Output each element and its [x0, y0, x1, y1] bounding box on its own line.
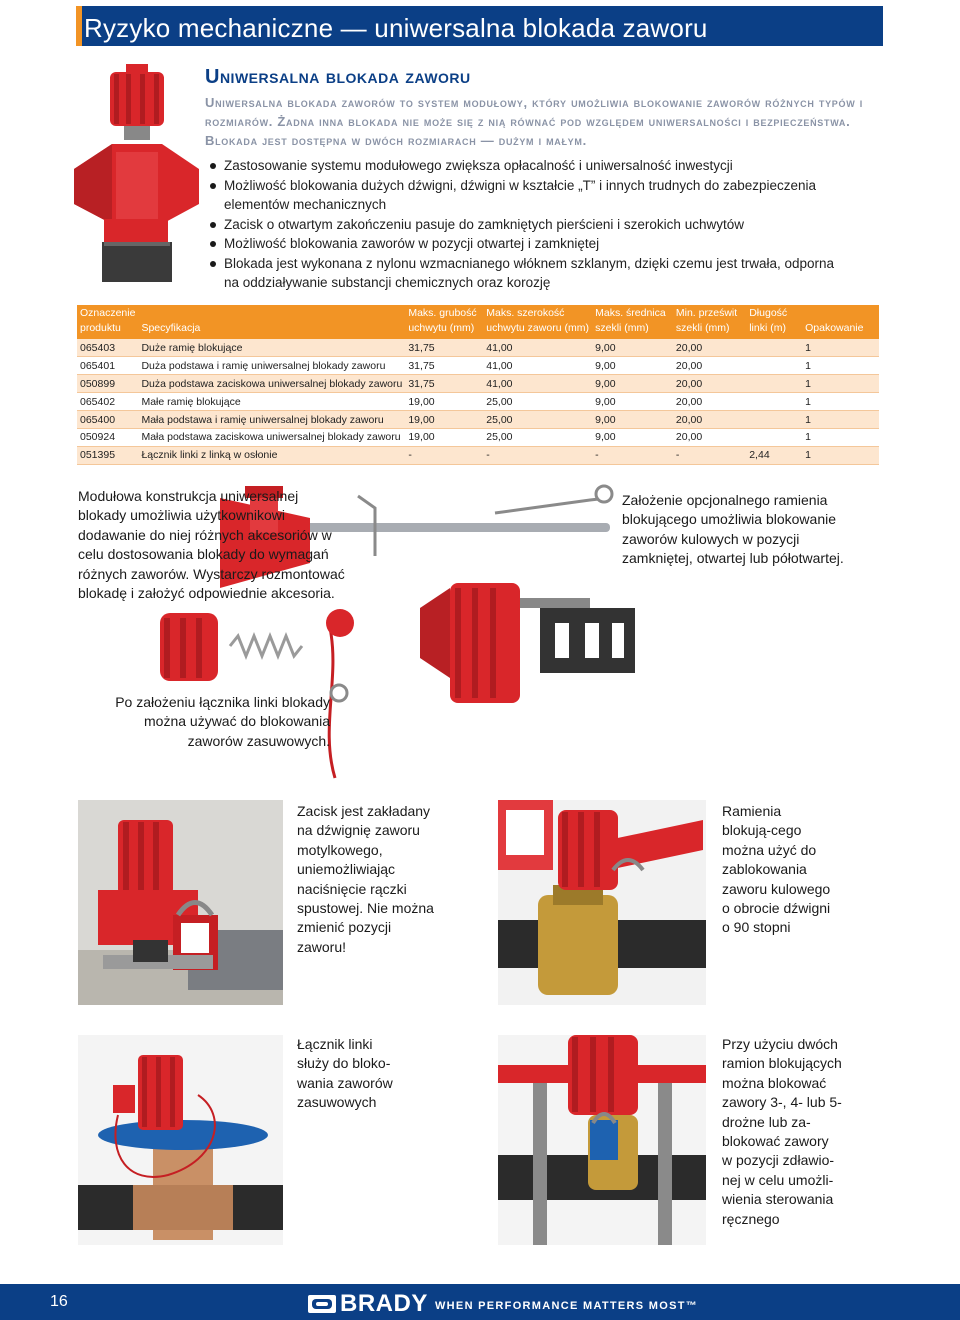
cell-thickness: 19,00 [405, 393, 483, 411]
table-row [77, 428, 879, 446]
col-header-cable-length: Długość linki (m) [746, 305, 802, 339]
brand-tagline: WHEN PERFORMANCE MATTERS MOST™ [435, 1300, 699, 1312]
table-row [77, 375, 879, 393]
cell-code: 065403 [77, 339, 138, 357]
cell-spec: Mała podstawa zaciskowa uniwersalnej blokady zaworu [138, 428, 405, 446]
footer [0, 1284, 960, 1320]
cell-cable-length: 2,44 [746, 446, 802, 464]
cell-spec: Duża podstawa zaciskowa uniwersalnej blokady zaworu [138, 375, 405, 393]
cell-package: 1 [802, 428, 879, 446]
product-heading: Uniwersalna blokada zaworu [205, 66, 471, 88]
table-row [77, 357, 879, 375]
col-header-code: Oznaczenie produktu [77, 305, 138, 339]
title-accent [76, 6, 82, 46]
cell-width: 41,00 [483, 339, 592, 357]
cell-spec: Mała podstawa i ramię uniwersalnej blokady zaworu [138, 411, 405, 429]
cell-shackle-diameter: 9,00 [592, 339, 673, 357]
cell-shackle-diameter: 9,00 [592, 375, 673, 393]
cell-width: 25,00 [483, 411, 592, 429]
pointer-left [327, 681, 351, 705]
cell-width: 25,00 [483, 428, 592, 446]
cell-width: - [483, 446, 592, 464]
cell-shackle-clearance: 20,00 [673, 375, 746, 393]
caption-two-arms: Przy użyciu dwóch ramion blokujących można blokować zawory 3-, 4- lub 5-drożne lub za-blokować zawory w pozycji zdławio-nej w celu umożli-wienia sterowania ręcznego [722, 1036, 842, 1227]
table-row [77, 393, 879, 411]
cell-width: 41,00 [483, 375, 592, 393]
cell-shackle-clearance: 20,00 [673, 357, 746, 375]
gate-valve-photo [78, 1035, 283, 1245]
col-header-width: Maks. szerokość uchwytu zaworu (mm) [483, 305, 592, 339]
feature-item: Blokada jest wykonana z nylonu wzmacnianego włóknem szklanym, dzięki czemu jest trwała, odporna na oddziaływanie substancji chemicznych oraz korozję [209, 254, 849, 293]
cell-cable-length [746, 339, 802, 357]
cell-package: 1 [802, 375, 879, 393]
cell-thickness: 31,75 [405, 375, 483, 393]
spec-table [77, 305, 879, 465]
cell-package: 1 [802, 393, 879, 411]
cell-spec: Duże ramię blokujące [138, 339, 405, 357]
cell-spec: Małe ramię blokujące [138, 393, 405, 411]
table-row [77, 411, 879, 429]
cell-spec: Duża podstawa i ramię uniwersalnej blokady zaworu [138, 357, 405, 375]
cell-shackle-diameter: 9,00 [592, 428, 673, 446]
feature-list [209, 156, 849, 293]
cell-spec: Łącznik linki z linką w osłonie [138, 446, 405, 464]
ball-valve-photo [498, 800, 706, 1005]
page-number: 16 [50, 1293, 68, 1310]
cell-package: 1 [802, 339, 879, 357]
caption-link: Łącznik linki służy do bloko-wania zaworów zasuwowych [297, 1036, 393, 1111]
butterfly-valve-photo [78, 800, 283, 1005]
product-subtitle: Uniwersalna blokada zaworów to system modułowy, który umożliwia blokowanie zaworów różnych typów i rozmiarów. Żadna inna blokada nie może się z nią równać pod względem uniwersalności i bezpieczeństwa. Blokada jest dostępna w dwóch rozmiarach — dużym i małym. [205, 95, 863, 148]
cell-code: 050924 [77, 428, 138, 446]
feature-item: Zastosowanie systemu modułowego zwiększa opłacalność i uniwersalność inwestycji [209, 156, 849, 176]
cell-thickness: 31,75 [405, 339, 483, 357]
cell-thickness: 19,00 [405, 428, 483, 446]
cell-code: 051395 [77, 446, 138, 464]
cell-shackle-clearance: 20,00 [673, 411, 746, 429]
caption-cable: Po założeniu łącznika linki blokady można używać do blokowania zaworów zasuwowych. [115, 694, 330, 749]
pointer-right [592, 482, 616, 506]
cell-shackle-diameter: 9,00 [592, 357, 673, 375]
page-title: Ryzyko mechaniczne — uniwersalna blokada zaworu [84, 13, 708, 43]
feature-item: Zacisk o otwartym zakończeniu pasuje do zamkniętych pierścieni i szerokich uchwytów [209, 215, 849, 235]
col-header-shackle-diameter: Maks. średnica szekli (mm) [592, 305, 673, 339]
cell-code: 050899 [77, 375, 138, 393]
feature-item: Możliwość blokowania zaworów w pozycji otwartej i zamkniętej [209, 234, 849, 254]
col-header-spec: Specyfikacja [138, 305, 405, 339]
col-header-package: Opakowanie [802, 305, 879, 339]
cell-shackle-clearance: 20,00 [673, 339, 746, 357]
cell-code: 065400 [77, 411, 138, 429]
brand-name: BRADY [340, 1290, 428, 1317]
cell-width: 25,00 [483, 393, 592, 411]
cell-cable-length [746, 428, 802, 446]
cell-shackle-clearance: - [673, 446, 746, 464]
col-header-shackle-clearance: Min. prześwit szekli (mm) [673, 305, 746, 339]
title-bar [76, 6, 883, 46]
cell-shackle-clearance: 20,00 [673, 393, 746, 411]
cell-package: 1 [802, 446, 879, 464]
cell-thickness: - [405, 446, 483, 464]
cell-cable-length [746, 357, 802, 375]
table-header-row [77, 305, 879, 339]
cell-cable-length [746, 375, 802, 393]
brady-logo-icon [308, 1295, 336, 1313]
feature-item: Możliwość blokowania dużych dźwigni, dźwigni w kształcie „T” i innych trudnych do zabezpieczenia elementów mechanicznych [209, 176, 849, 215]
cell-shackle-diameter: 9,00 [592, 411, 673, 429]
cell-code: 065401 [77, 357, 138, 375]
cell-code: 065402 [77, 393, 138, 411]
col-header-thickness: Maks. grubość uchwytu (mm) [405, 305, 483, 339]
caption-ball: Ramienia blokują-cego można użyć do zablokowania zaworu kulowego o obrocie dźwigni o 90 stopni [722, 803, 831, 936]
cell-package: 1 [802, 411, 879, 429]
table-row [77, 339, 879, 357]
cell-thickness: 31,75 [405, 357, 483, 375]
cell-package: 1 [802, 357, 879, 375]
cell-width: 41,00 [483, 357, 592, 375]
cell-shackle-clearance: 20,00 [673, 428, 746, 446]
caption-clamp: Zacisk jest zakładany na dźwignię zaworu motylkowego, uniemożliwiając naciśnięcie rączki spustowej. Nie można zmienić pozycji zaworu! [297, 803, 434, 955]
table-row [77, 446, 879, 464]
caption-arm: Założenie opcjonalnego ramienia blokującego umożliwia blokowanie zaworów kulowych w pozycji zamkniętej, otwartej lub półotwartej. [622, 492, 844, 567]
cell-cable-length [746, 393, 802, 411]
valve-lockout-image [74, 64, 199, 289]
multiport-valve-photo [498, 1035, 706, 1245]
cell-thickness: 19,00 [405, 411, 483, 429]
cell-shackle-diameter: 9,00 [592, 393, 673, 411]
cell-shackle-diameter: - [592, 446, 673, 464]
caption-modular: Modułowa konstrukcja uniwersalnej blokady umożliwia użytkownikowi dodawanie do niej różnych akcesoriów w celu dostosowania blokady do wymagań różnych zaworów. Wystarczy rozmontować blokadę i założyć odpowiednie akcesoria. [78, 488, 345, 602]
cell-cable-length [746, 411, 802, 429]
